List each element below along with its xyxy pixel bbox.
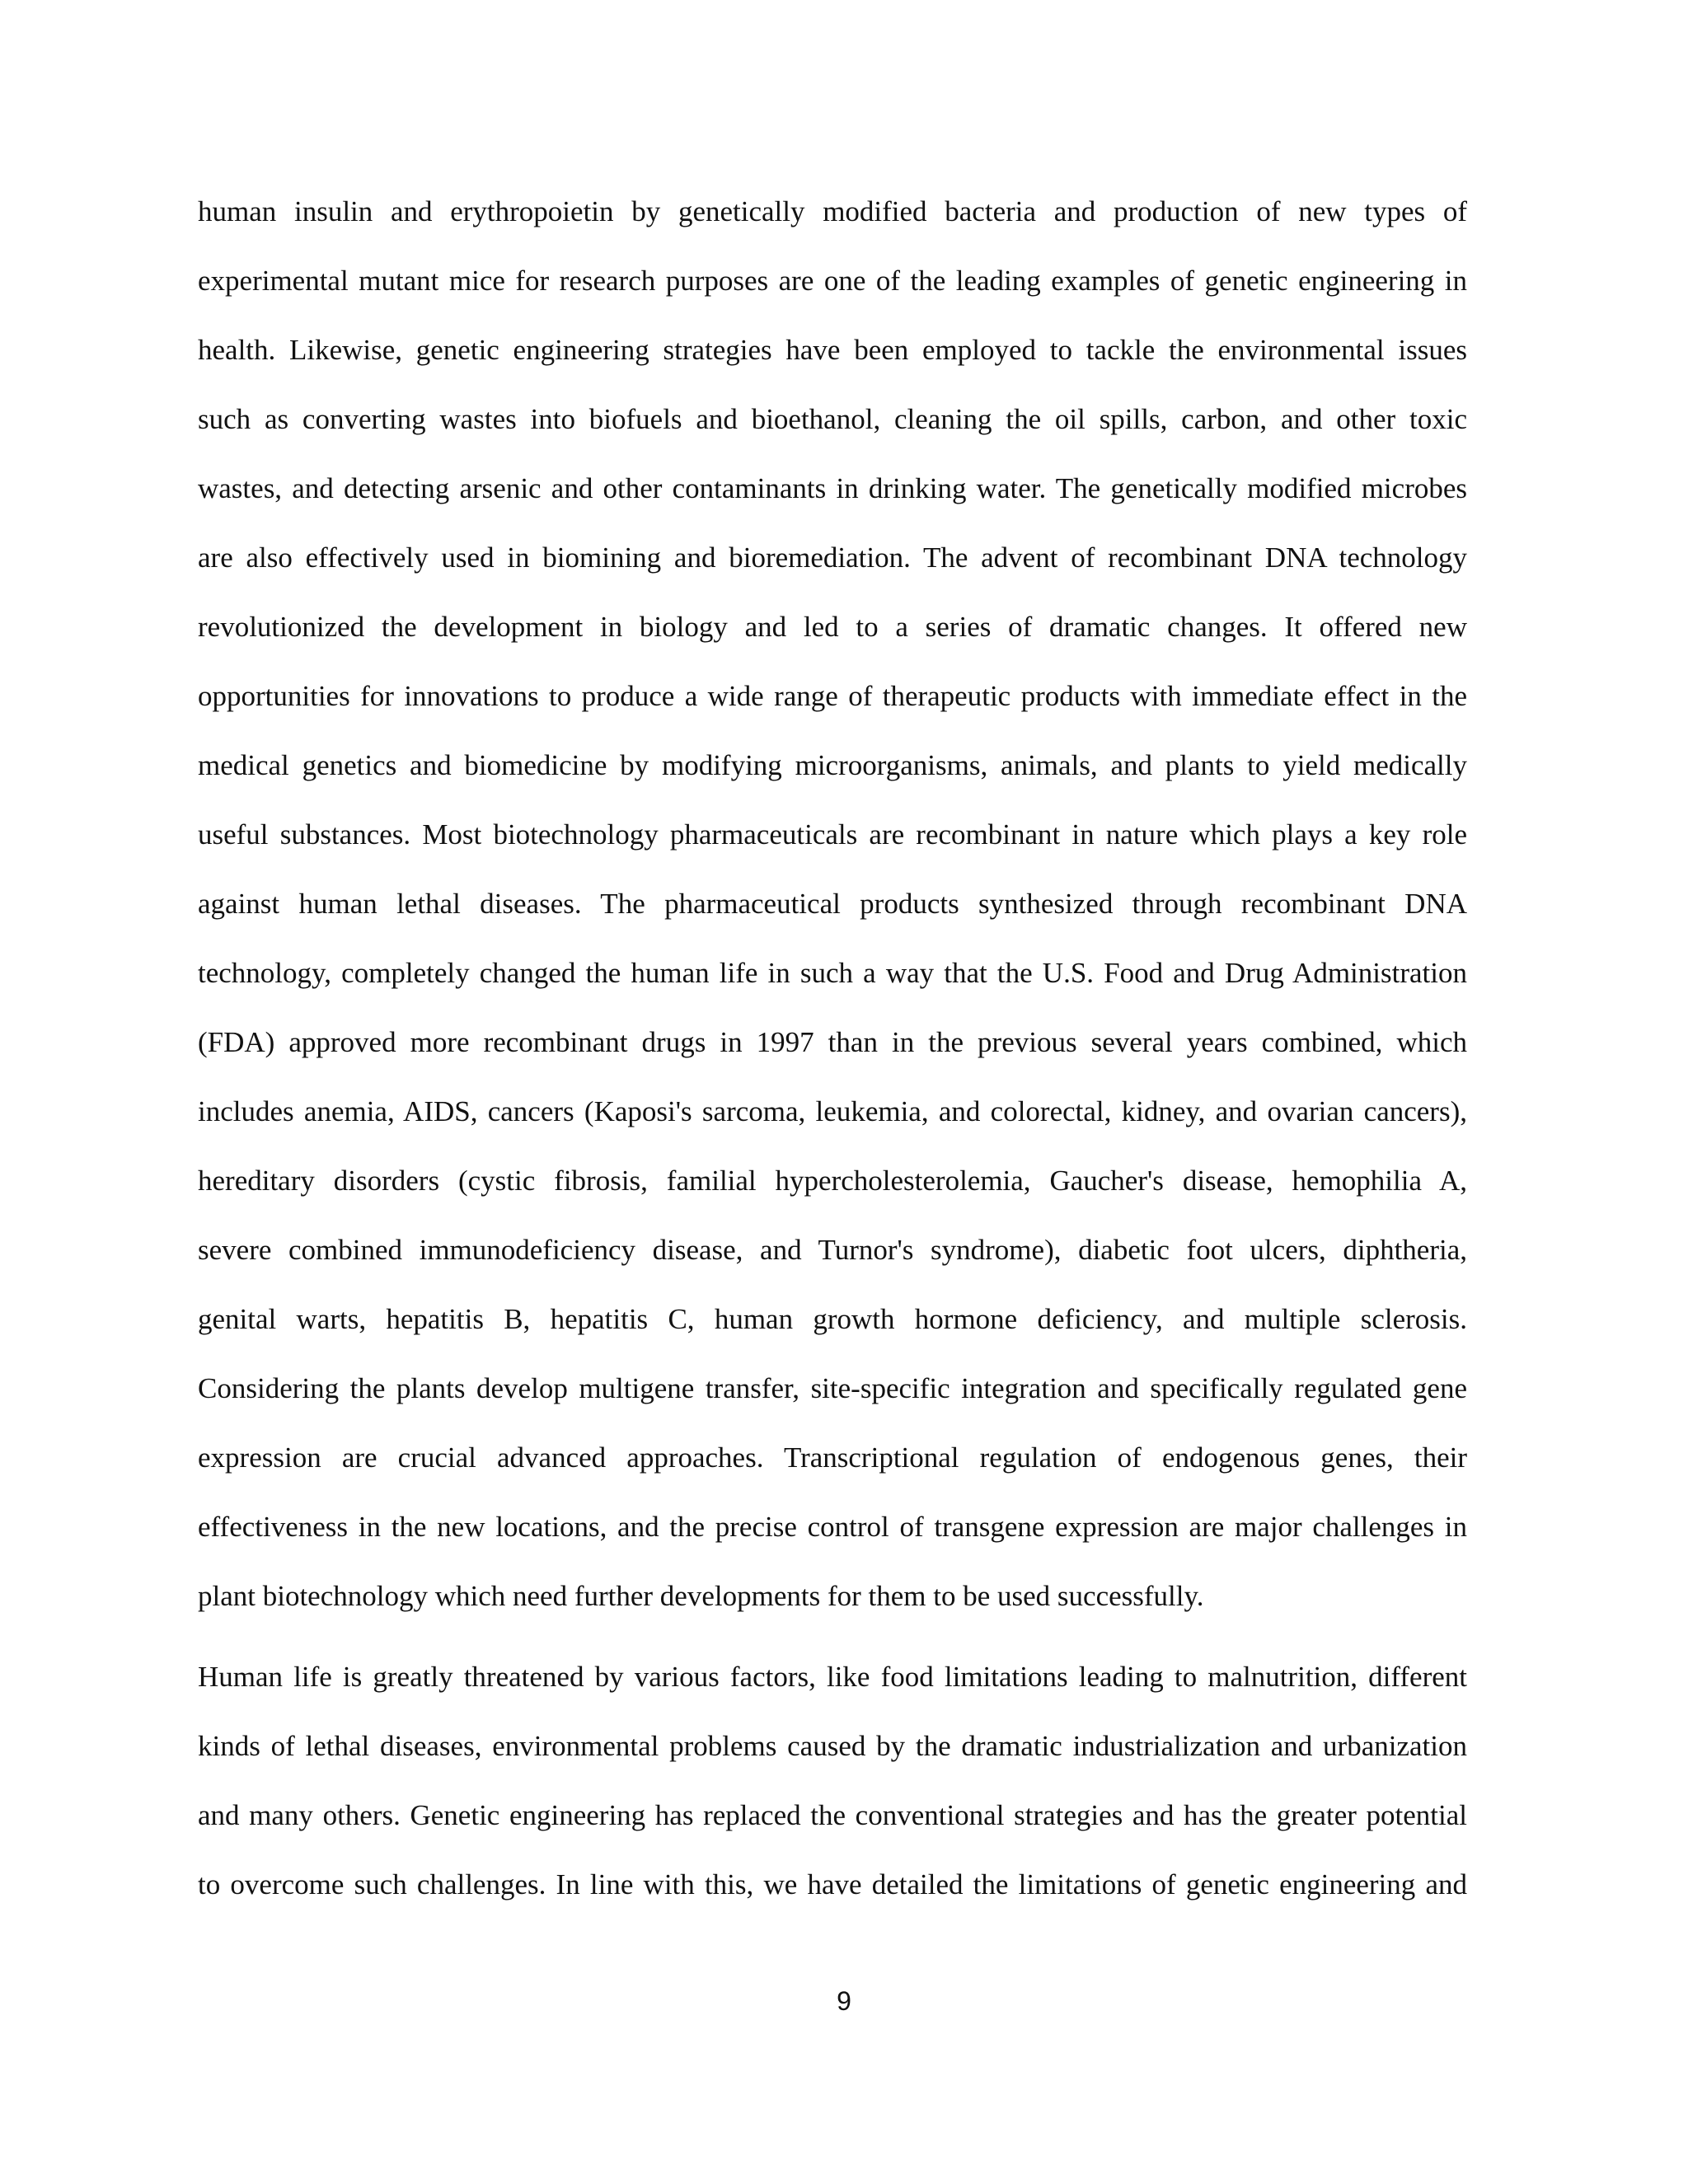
text-line: hereditary disorders (cystic fibrosis, familial hypercholesterolemia, Gaucher's disease, hemophilia A, [198, 1165, 1467, 1197]
text-line: genital warts, hepatitis B, hepatitis C, human growth hormone deficiency, and multiple sclerosis. [198, 1303, 1467, 1335]
text-line: includes anemia, AIDS, cancers (Kaposi's sarcoma, leukemia, and colorectal, kidney, and ovarian cancers), [198, 1095, 1467, 1127]
text-line: are also effectively used in biomining and bioremediation. The advent of recombinant DNA technology [198, 541, 1467, 574]
text-line: human insulin and erythropoietin by genetically modified bacteria and production of new types of [198, 195, 1467, 227]
page-number: 9 [837, 1986, 851, 2016]
text-line: Considering the plants develop multigene transfer, site-specific integration and specifically regulated gene [198, 1372, 1467, 1404]
text-line: health. Likewise, genetic engineering strategies have been employed to tackle the environmental issues [198, 334, 1467, 366]
text-line: severe combined immunodeficiency disease, and Turnor's syndrome), diabetic foot ulcers, diphtheria, [198, 1234, 1467, 1266]
text-line: Human life is greatly threatened by various factors, like food limitations leading to malnutrition, different [198, 1661, 1467, 1693]
text-line: such as converting wastes into biofuels and bioethanol, cleaning the oil spills, carbon, and other toxic [198, 403, 1467, 435]
text-line: medical genetics and biomedicine by modifying microorganisms, animals, and plants to yield medically [198, 749, 1467, 781]
body-paragraph [198, 1643, 1467, 1919]
text-line: technology, completely changed the human life in such a way that the U.S. Food and Drug Administration [198, 957, 1467, 989]
text-line: opportunities for innovations to produce a wide range of therapeutic products with immediate effect in the [198, 680, 1467, 712]
text-line: useful substances. Most biotechnology pharmaceuticals are recombinant in nature which plays a key role [198, 818, 1467, 851]
text-line: and many others. Genetic engineering has replaced the conventional strategies and has the greater potential [198, 1799, 1467, 1831]
text-line: wastes, and detecting arsenic and other contaminants in drinking water. The genetically modified microbes [198, 472, 1467, 504]
text-line: to overcome such challenges. In line with this, we have detailed the limitations of genetic engineering and [198, 1868, 1467, 1900]
text-line: revolutionized the development in biology and led to a series of dramatic changes. It offered new [198, 611, 1467, 643]
text-line: kinds of lethal diseases, environmental problems caused by the dramatic industrialization and urbanization [198, 1730, 1467, 1762]
text-line: expression are crucial advanced approaches. Transcriptional regulation of endogenous genes, their [198, 1441, 1467, 1474]
text-line: (FDA) approved more recombinant drugs in 1997 than in the previous several years combined, which [198, 1026, 1467, 1058]
text-line: against human lethal diseases. The pharmaceutical products synthesized through recombinant DNA [198, 888, 1467, 920]
text-line: experimental mutant mice for research purposes are one of the leading examples of genetic engineering in [198, 265, 1467, 297]
text-line: effectiveness in the new locations, and the precise control of transgene expression are major challenges in [198, 1511, 1467, 1543]
text-line: plant biotechnology which need further developments for them to be used successfully. [198, 1580, 1204, 1612]
body-paragraph [198, 177, 1467, 1631]
